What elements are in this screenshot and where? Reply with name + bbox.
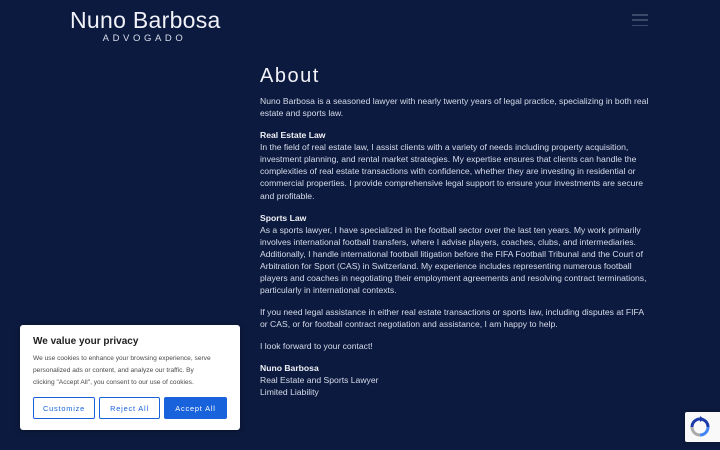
text-line: As a sports lawyer, I have specialized in the football sector over the last ten years. My work primarily [260, 224, 641, 235]
text-line: players and coaches in negotiating their employment agreements and resolving contract terminations, [260, 273, 647, 283]
text-line: Additionally, I handle international football litigation before the FIFA Football Tribunal and the Court of [260, 248, 643, 259]
text-line: particularly in international contexts. [260, 285, 397, 296]
cookie-text-line: clicking "Accept All", you consent to our use of cookies. [33, 379, 194, 386]
cookie-buttons [33, 397, 227, 419]
customize-button[interactable]: Customize [33, 397, 95, 419]
section-heading: Real Estate Law [260, 130, 326, 141]
site-header [0, 0, 720, 48]
text-line: and profitable. [260, 190, 315, 201]
cookie-text [33, 353, 227, 389]
signature-title: Real Estate and Sports Lawyer [260, 375, 379, 386]
site-logo[interactable] [70, 7, 221, 45]
about-section [260, 64, 652, 408]
text-line: Arbitration for Sport (CAS) in Switzerland. My experience includes representing numerous football [260, 260, 632, 271]
section-heading: Sports Law [260, 212, 307, 223]
hamburger-icon[interactable] [632, 14, 648, 26]
text-line: investment planning, and rental market strategies. My expertise ensures that clients can handle the [260, 154, 637, 165]
assistance-paragraph [260, 306, 652, 330]
text-line: If you need legal assistance in either real estate transactions or sports law, including disputes at FIFA [260, 307, 645, 318]
contact-paragraph [260, 340, 652, 352]
reject-all-button[interactable]: Reject All [99, 397, 160, 419]
intro-paragraph [260, 95, 652, 119]
signature-company: Limited Liability [260, 387, 319, 398]
cookie-text-line: We use cookies to enhance your browsing experience, serve [33, 355, 211, 362]
text-line: In the field of real estate law, I assist clients with a variety of needs including property acquisition, [260, 142, 629, 153]
text-line: I look forward to your contact! [260, 341, 373, 352]
signature-name: Nuno Barbosa [260, 363, 319, 374]
text-line: involves international football transfers, where I advise players, coaches, clubs, and intermediaries. [260, 236, 636, 247]
cookie-text-line: personalized ads or content, and analyze our traffic. By [33, 367, 194, 374]
text-line: commercial properties. I provide comprehensive legal support to ensure your investments are secure [260, 178, 644, 189]
text-line: estate and sports law. [260, 108, 344, 119]
recaptcha-badge[interactable] [685, 412, 720, 442]
sports-law-section [260, 212, 652, 297]
accept-all-button[interactable]: Accept All [164, 397, 227, 419]
signature-block [260, 362, 652, 398]
text-line: Nuno Barbosa is a seasoned lawyer with nearly twenty years of legal practice, specializing in both real [260, 96, 649, 106]
logo-subtitle: ADVOGADO [102, 33, 187, 44]
cookie-title: We value your privacy [33, 336, 139, 347]
real-estate-section [260, 129, 652, 202]
text-line: complexities of real estate transactions with confidence, whether they are investing in residential or [260, 166, 636, 177]
text-line: or CAS, or for football contract negotiation and assistance, I am happy to help. [260, 319, 558, 330]
cookie-consent-banner [20, 325, 240, 430]
recaptcha-icon [689, 416, 711, 438]
logo-name: Nuno Barbosa [70, 7, 221, 33]
page-title: About [260, 65, 320, 87]
